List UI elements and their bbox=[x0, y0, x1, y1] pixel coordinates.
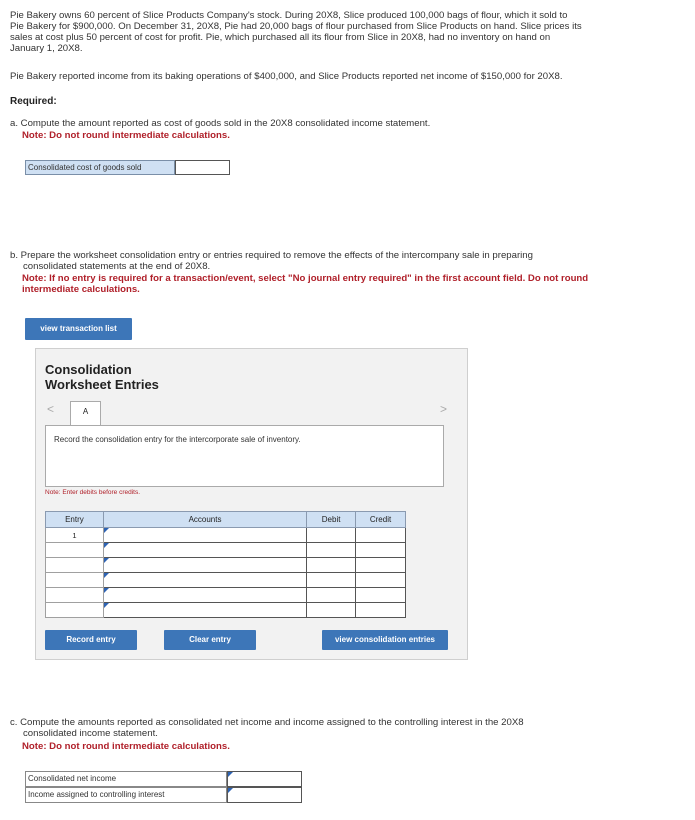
worksheet-title-line: Worksheet Entries bbox=[45, 377, 159, 392]
table-row bbox=[46, 528, 406, 543]
account-select[interactable] bbox=[103, 558, 306, 573]
part-b-note-line: Note: If no entry is required for a transaction/event, select "No journal entry required" in the first account field. Do not round bbox=[22, 273, 589, 284]
entry-cell bbox=[46, 558, 104, 573]
consolidated-net-income-label: Consolidated net income bbox=[25, 771, 227, 787]
debit-input[interactable] bbox=[307, 603, 356, 618]
entry-cell bbox=[46, 543, 104, 558]
table-row bbox=[46, 558, 406, 573]
part-c-question bbox=[10, 717, 690, 739]
cogs-label: Consolidated cost of goods sold bbox=[25, 160, 175, 175]
dropdown-marker-icon bbox=[104, 558, 109, 563]
view-consolidation-entries-button[interactable]: view consolidation entries bbox=[322, 630, 448, 650]
part-b-note bbox=[22, 273, 682, 295]
consolidated-net-income-input[interactable] bbox=[227, 771, 302, 787]
entry-cell bbox=[46, 603, 104, 618]
credit-input[interactable] bbox=[356, 543, 406, 558]
worksheet-title-line: Consolidation bbox=[45, 362, 132, 377]
journal-table bbox=[45, 511, 406, 618]
credit-input[interactable] bbox=[356, 603, 406, 618]
entry-cell: 1 bbox=[46, 528, 104, 543]
debits-note: Note: Enter debits before credits. bbox=[45, 489, 141, 496]
part-b-note-line: intermediate calculations. bbox=[22, 284, 140, 295]
controlling-interest-input[interactable] bbox=[227, 787, 302, 803]
cogs-input[interactable] bbox=[175, 160, 230, 175]
input-marker-icon bbox=[228, 772, 233, 777]
credit-input[interactable] bbox=[356, 528, 406, 543]
credit-input[interactable] bbox=[356, 588, 406, 603]
debit-input[interactable] bbox=[307, 573, 356, 588]
accounts-header: Accounts bbox=[103, 512, 306, 528]
intro-line: Pie Bakery owns 60 percent of Slice Products Company's stock. During 20X8, Slice produced 100,000 bags of flour, which it sold to bbox=[10, 10, 568, 21]
account-select[interactable] bbox=[103, 528, 306, 543]
part-c-question-line: c. Compute the amounts reported as consolidated net income and income assigned to the controlling interest in the 20X8 bbox=[10, 717, 524, 728]
part-a-note: Note: Do not round intermediate calculations. bbox=[22, 130, 230, 141]
account-select[interactable] bbox=[103, 543, 306, 558]
entry-instruction-box bbox=[45, 425, 444, 487]
part-a-answer-row bbox=[25, 160, 230, 175]
tab-a[interactable]: A bbox=[70, 401, 101, 425]
debit-header: Debit bbox=[307, 512, 356, 528]
credit-header: Credit bbox=[356, 512, 406, 528]
part-c-answer-row bbox=[25, 787, 302, 803]
prev-arrow-icon[interactable]: < bbox=[47, 402, 55, 416]
part-c-answer-row bbox=[25, 771, 302, 787]
entry-header: Entry bbox=[46, 512, 104, 528]
controlling-interest-label: Income assigned to controlling interest bbox=[25, 787, 227, 803]
entry-cell bbox=[46, 588, 104, 603]
entry-cell bbox=[46, 573, 104, 588]
dropdown-marker-icon bbox=[104, 588, 109, 593]
dropdown-marker-icon bbox=[104, 528, 109, 533]
credit-input[interactable] bbox=[356, 558, 406, 573]
debit-input[interactable] bbox=[307, 543, 356, 558]
part-b-question-line: b. Prepare the worksheet consolidation entry or entries required to remove the effects of the intercompany sale in preparing bbox=[10, 250, 533, 261]
entry-instruction: Record the consolidation entry for the intercorporate sale of inventory. bbox=[54, 435, 301, 444]
intro-line: January 1, 20X8. bbox=[10, 43, 83, 54]
view-transaction-list-button[interactable]: view transaction list bbox=[25, 318, 132, 340]
table-row bbox=[46, 573, 406, 588]
debit-input[interactable] bbox=[307, 528, 356, 543]
dropdown-marker-icon bbox=[104, 543, 109, 548]
part-b-question bbox=[10, 250, 690, 272]
worksheet-title bbox=[45, 362, 159, 392]
table-row bbox=[46, 588, 406, 603]
required-label: Required: bbox=[10, 96, 57, 107]
account-select[interactable] bbox=[103, 573, 306, 588]
part-c-note: Note: Do not round intermediate calculations. bbox=[22, 741, 230, 752]
intro-line: Pie Bakery for $900,000. On December 31, 20X8, Pie had 20,000 bags of flour purchased from Slice Products on hand. Slice prices its bbox=[10, 21, 582, 32]
dropdown-marker-icon bbox=[104, 573, 109, 578]
table-row bbox=[46, 603, 406, 618]
debit-input[interactable] bbox=[307, 588, 356, 603]
record-entry-button[interactable]: Record entry bbox=[45, 630, 137, 650]
worksheet-panel bbox=[35, 348, 468, 660]
income-statement-line: Pie Bakery reported income from its baking operations of $400,000, and Slice Products reported net income of $150,000 for 20X8. bbox=[10, 71, 563, 82]
account-select[interactable] bbox=[103, 588, 306, 603]
next-arrow-icon[interactable]: > bbox=[440, 402, 448, 416]
input-marker-icon bbox=[228, 788, 233, 793]
part-a-question: a. Compute the amount reported as cost of goods sold in the 20X8 consolidated income statement. bbox=[10, 118, 431, 129]
problem-intro bbox=[10, 10, 690, 54]
debit-input[interactable] bbox=[307, 558, 356, 573]
part-b-question-line: consolidated statements at the end of 20X8. bbox=[23, 261, 211, 272]
credit-input[interactable] bbox=[356, 573, 406, 588]
clear-entry-button[interactable]: Clear entry bbox=[164, 630, 256, 650]
table-row bbox=[46, 543, 406, 558]
dropdown-marker-icon bbox=[104, 603, 109, 608]
journal-header-row bbox=[46, 512, 406, 528]
part-c-question-line: consolidated income statement. bbox=[23, 728, 158, 739]
intro-line: sales at cost plus 50 percent of cost for profit. Pie, which purchased all its flour from Slice in 20X8, had no inventory on hand on bbox=[10, 32, 551, 43]
account-select[interactable] bbox=[103, 603, 306, 618]
